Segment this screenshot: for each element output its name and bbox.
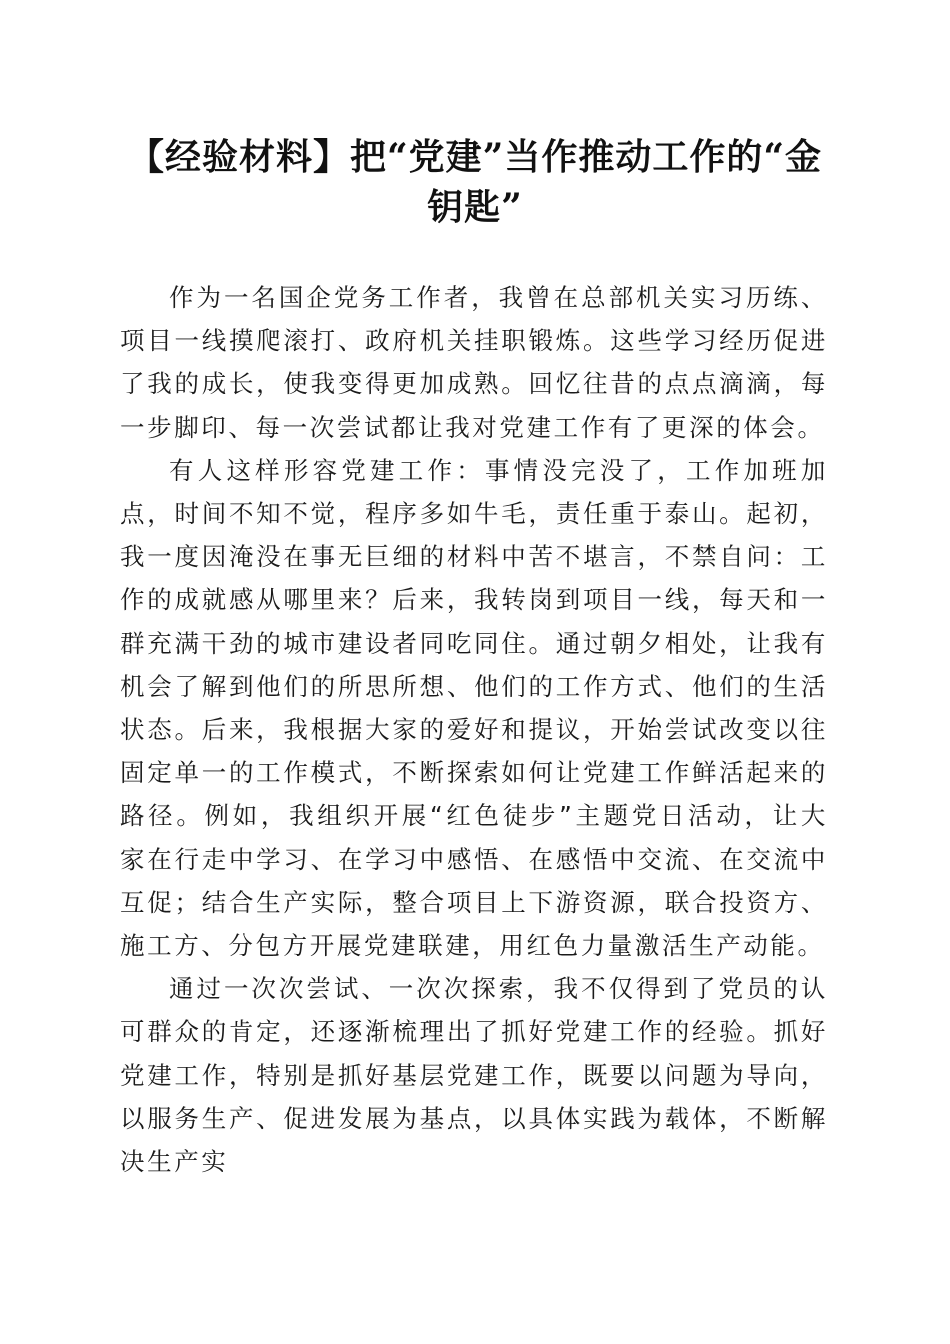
paragraph: 有人这样形容党建工作：事情没完没了，工作加班加点，时间不知不觉，程序多如牛毛，责任重于泰山。起初，我一度因淹没在事无巨细的材料中苦不堪言，不禁自问：工作的成就感从哪里来？后来，我转岗到项目一线，每天和一群充满干劲的城市建设者同吃同住。通过朝夕相处，让我有机会了解到他们的所思所想、他们的工作方式、他们的生活状态。后来，我根据大家的爱好和提议，开始尝试改变以往固定单一的工作模式，不断探索如何让党建工作鲜活起来的路径。例如，我组织开展“红色徒步”主题党日活动，让大家在行走中学习、在学习中感悟、在感悟中交流、在交流中互促；结合生产实际，整合项目上下游资源，联合投资方、施工方、分包方开展党建联建，用红色力量激活生产动能。: [120, 455, 828, 961]
document-title: 【经验材料】把“党建”当作推动工作的“金钥匙”: [127, 136, 823, 228]
paragraph: 作为一名国企党务工作者，我曾在总部机关实习历练、项目一线摸爬滚打、政府机关挂职锻炼。这些学习经历促进了我的成长，使我变得更加成熟。回忆往昔的点点滴滴，每一步脚印、每一次尝试都让我对党建工作有了更深的体会。: [120, 283, 828, 442]
paragraph: 通过一次次尝试、一次次探索，我不仅得到了党员的认可群众的肯定，还逐渐梳理出了抓好党建工作的经验。抓好党建工作，特别是抓好基层党建工作，既要以问题为导向，以服务生产、促进发展为基点，以具体实践为载体，不断解决生产实: [120, 974, 828, 1177]
document-body: [120, 276, 828, 1183]
